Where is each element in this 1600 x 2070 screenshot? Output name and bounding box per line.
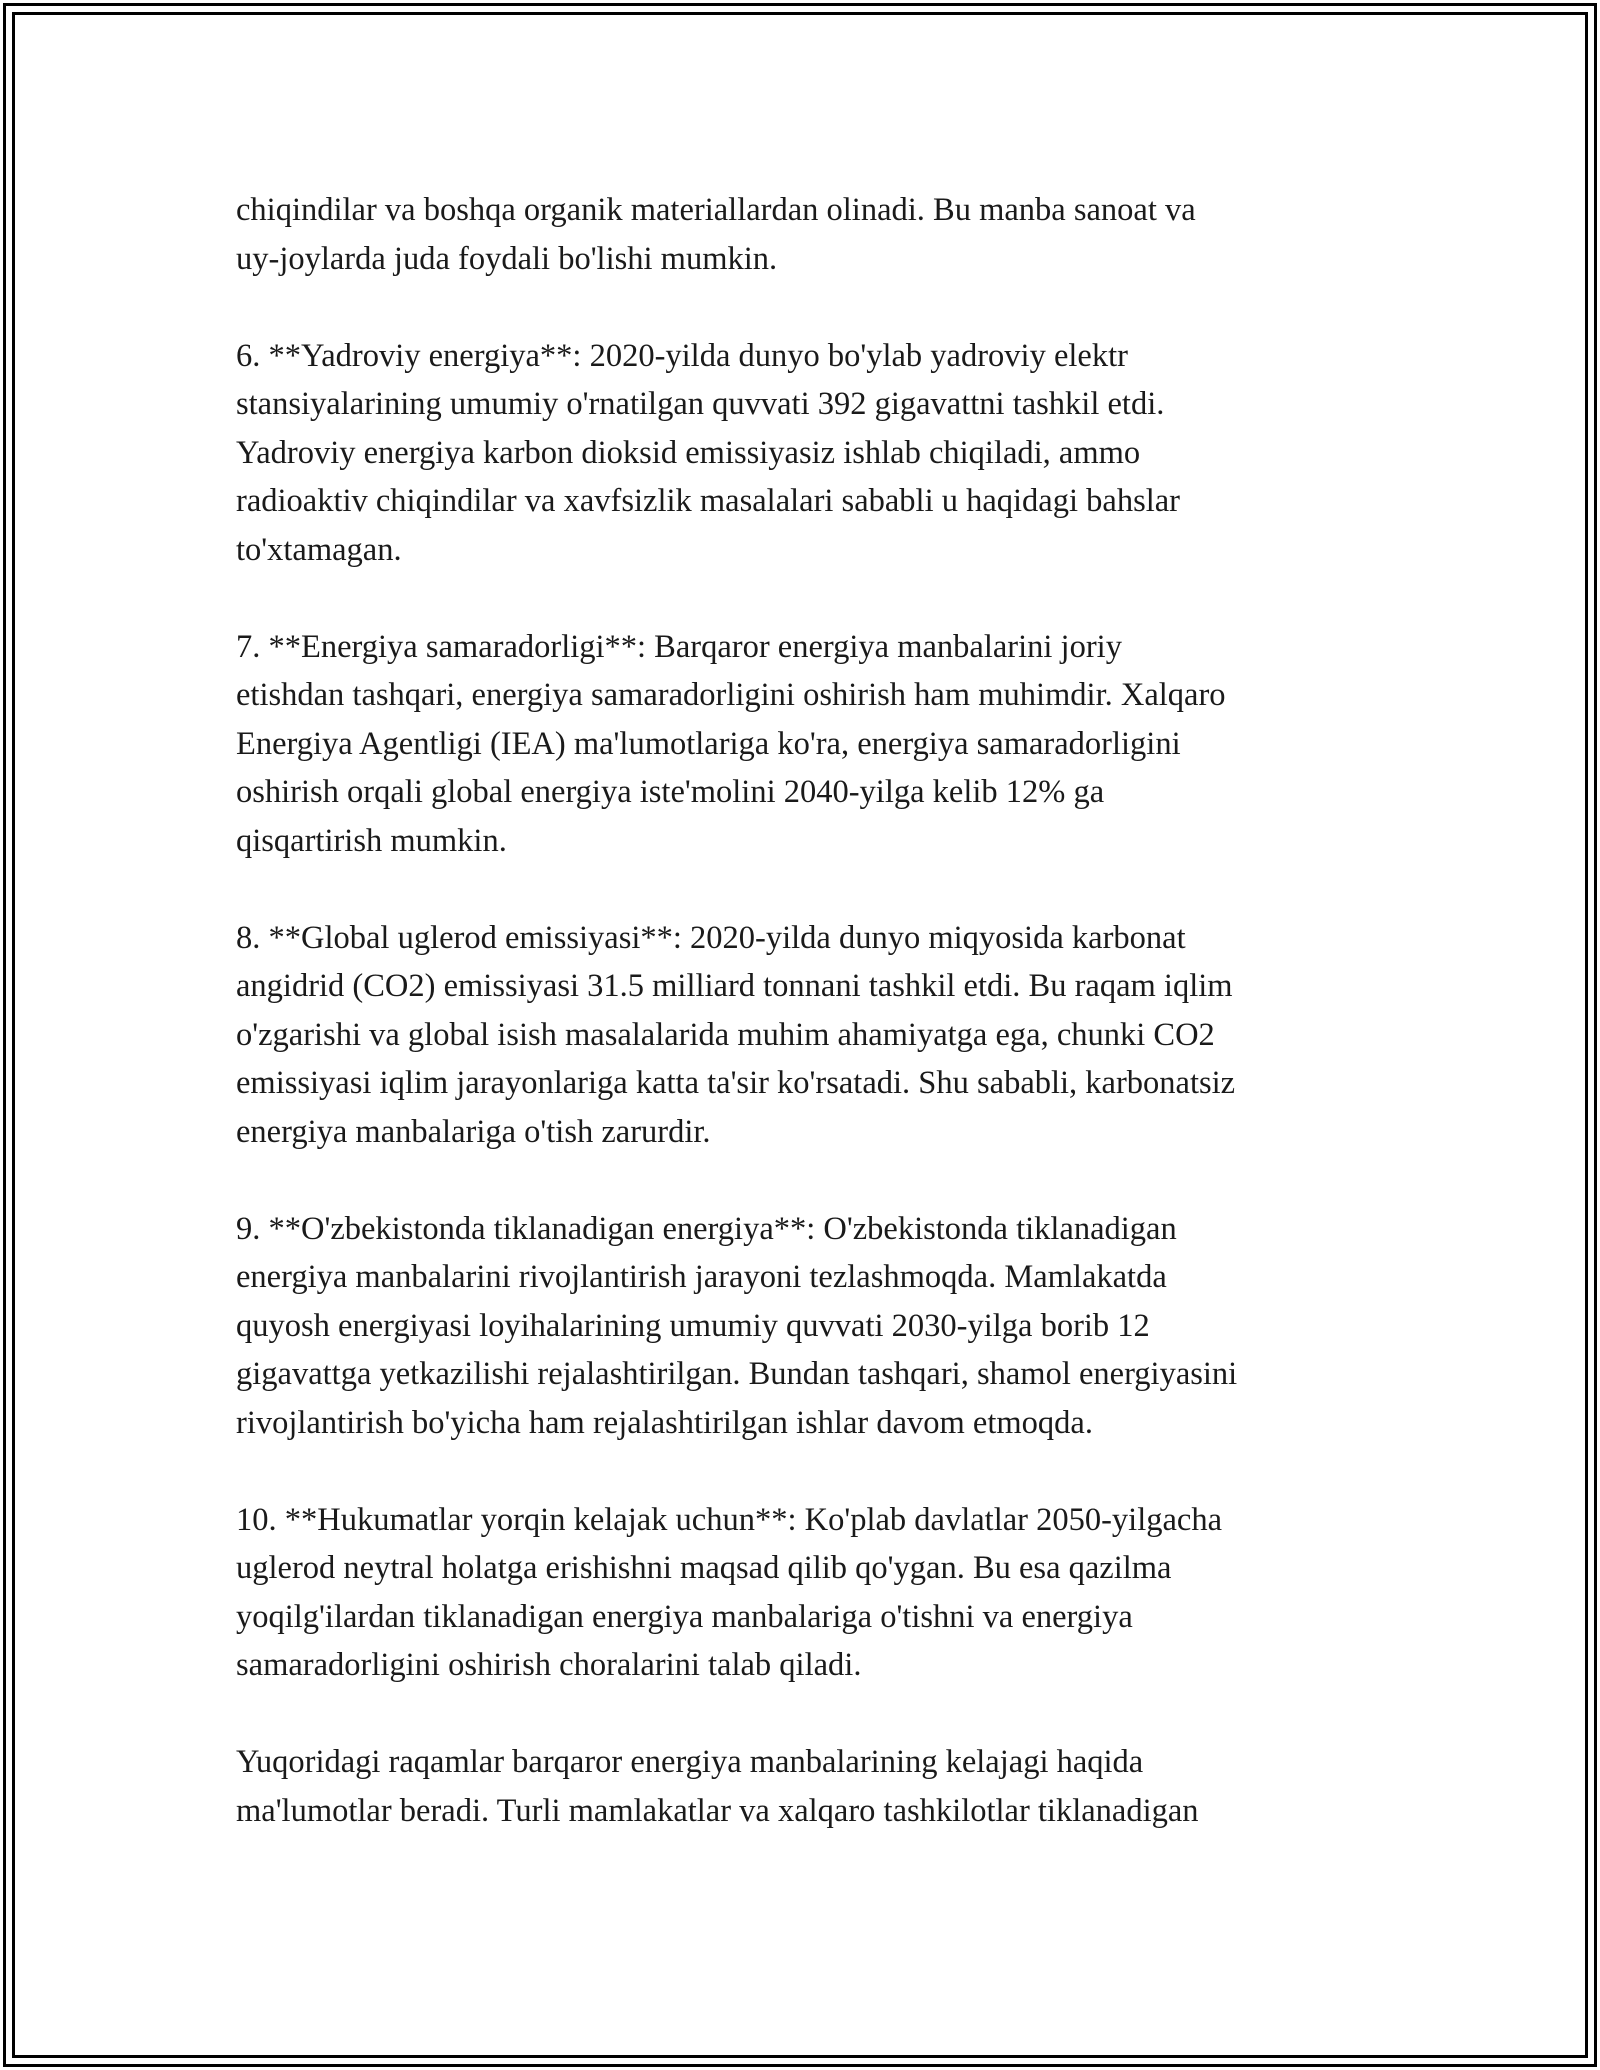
paragraph-conclusion: Yuqoridagi raqamlar barqaror energiya manbalarining kelajagi haqida ma'lumotlar beradi. Turli mamlakatlar va xalqaro tashkilotlar tiklanadigan (236, 1744, 1199, 1829)
paragraph-global-carbon-emissions: 8. **Global uglerod emissiyasi**: 2020-yilda dunyo miqyosida karbonat angidrid (CO2) emissiyasi 31.5 milliard tonnani tashkil etdi. Bu raqam iqlim o'zgarishi va global isish masalalarida muhim ahamiyatga ega, chunki CO2 emissiyasi iqlim jarayonlariga katta ta'sir ko'rsatadi. Shu sababli, karbonatsiz energiya manbalariga o'tish zarurdir. (236, 919, 1236, 1150)
paragraph-governments-future: 10. **Hukumatlar yorqin kelajak uchun**: Ko'plab davlatlar 2050-yilgacha uglerod neytral holatga erishishni maqsad qilib qo'ygan. Bu esa qazilma yoqilg'ilardan tiklanadigan energiya manbalariga o'tishni va energiya samaradorligini oshirish choralarini talab qiladi. (236, 1501, 1222, 1683)
paragraph-nuclear-energy: 6. **Yadroviy energiya**: 2020-yilda dunyo bo'ylab yadroviy elektr stansiyalarining umumiy o'rnatilgan quvvati 392 gigavattni tashkil etdi. Yadroviy energiya karbon dioksid emissiyasiz ishlab chiqiladi, ammo radioaktiv chiqindilar va xavfsizlik masalalari sababli u haqidagi bahslar to'xtamagan. (236, 337, 1180, 568)
paragraph-intro-continuation: chiqindilar va boshqa organik materiallardan olinadi. Bu manba sanoat va uy-joylarda juda foydali bo'lishi mumkin. (236, 192, 1196, 277)
document-body (236, 186, 1376, 1884)
paragraph-energy-efficiency: 7. **Energiya samaradorligi**: Barqaror energiya manbalarini joriy etishdan tashqari, energiya samaradorligini oshirish ham muhimdir. Xalqaro Energiya Agentligi (IEA) ma'lumotlariga ko'ra, energiya samaradorligini oshirish orqali global energiya iste'molini 2040-yilga kelib 12% ga qisqartirish mumkin. (236, 628, 1226, 859)
paragraph-uzbekistan-renewables: 9. **O'zbekistonda tiklanadigan energiya**: O'zbekistonda tiklanadigan energiya manbalarini rivojlantirish jarayoni tezlashmoqda. Mamlakatda quyosh energiyasi loyihalarining umumiy quvvati 2030-yilga borib 12 gigavattga yetkazilishi rejalashtirilgan. Bundan tashqari, shamol energiyasini rivojlantirish bo'yicha ham rejalashtirilgan ishlar davom etmoqda. (236, 1210, 1238, 1441)
